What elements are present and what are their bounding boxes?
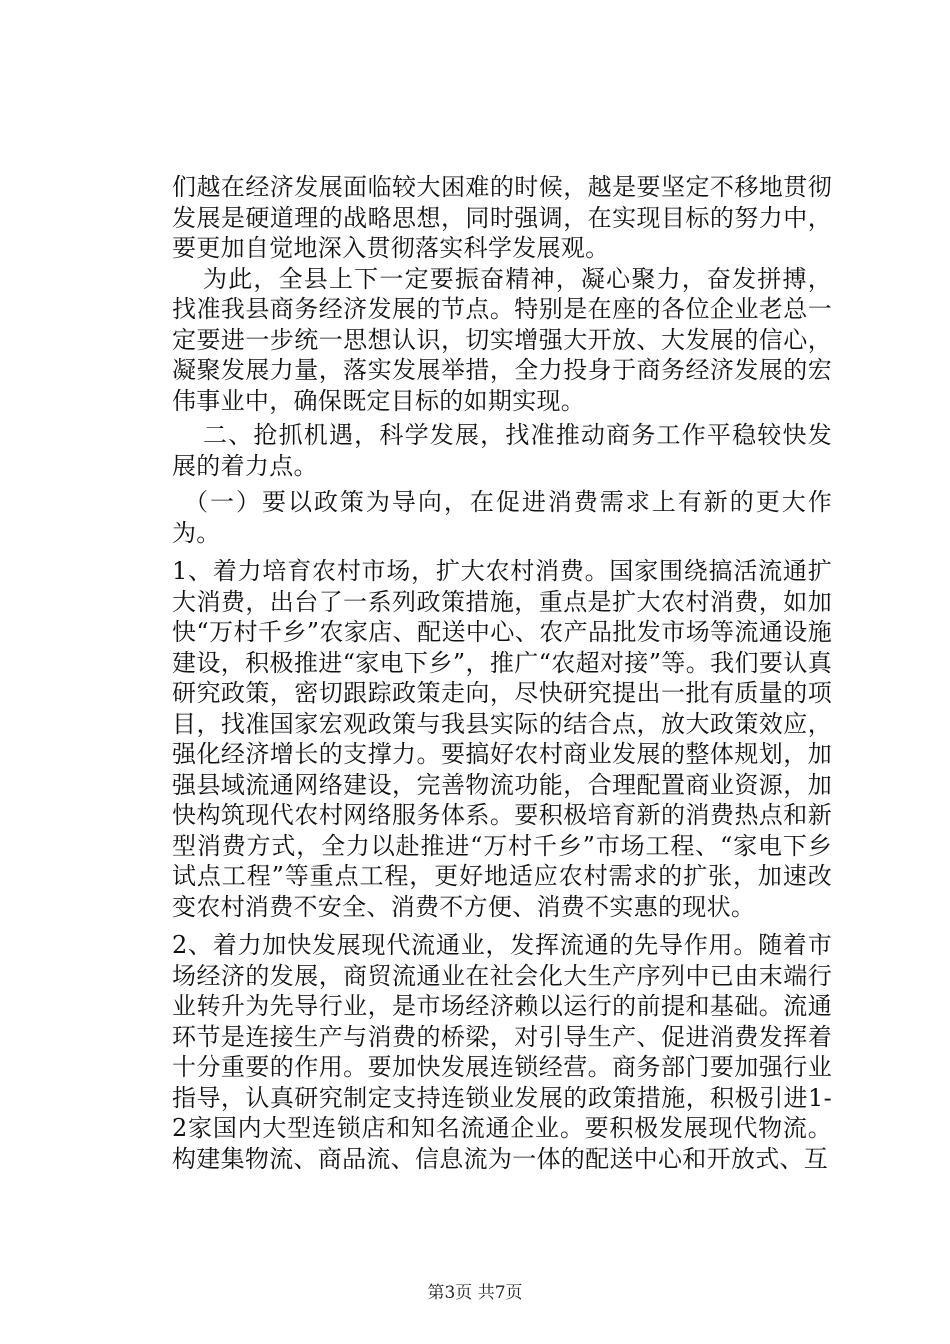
subsection-heading-1: （一）要以政策为导向，在促进消费需求上有新的更大作为。 bbox=[172, 488, 832, 547]
paragraph-item-1: 1、着力培育农村市场，扩大农村消费。国家围绕搞活流通扩大消费，出台了一系列政策措施，重点是扩大农村消费，如加快“万村千乡”农家店、配送中心、农产品批发市场等流通设施建设，积极推进“家电下乡”，推广“农超对接”等。我们要认真研究政策，密切跟踪政策走向，尽快研究提出一批有质量的项目，找准国家宏观政策与我县实际的结合点，放大政策效应，强化经济增长的支撑力。要搞好农村商业发展的整体规划，加强县域流通网络建设，完善物流功能，合理配置商业资源，加快构筑现代农村网络服务体系。要积极培育新的消费热点和新型消费方式，全力以赴推进“万村千乡”市场工程、“家电下乡试点工程”等重点工程，更好地适应农村需求的扩张，加速改变农村消费不安全、消费不方便、消费不实惠的现状。 bbox=[172, 557, 832, 921]
paragraph-item-2: 2、着力加快发展现代流通业，发挥流通的先导作用。随着市场经济的发展，商贸流通业在社会化大生产序列中已由末端行业转升为先导行业，是市场经济赖以运行的前提和基础。流通环节是连接生产与消费的桥梁，对引导生产、促进消费发挥着十分重要的作用。要加快发展连锁经营。商务部门要加强行业指导，认真研究制定支持连锁业发展的政策措施，积极引进1-2家国内大型连锁店和知名流通企业。要积极发展现代物流。构建集物流、商品流、信息流为一体的配送中心和开放式、互 bbox=[172, 931, 832, 1173]
document-body bbox=[172, 172, 832, 1174]
paragraph-1: 们越在经济发展面临较大困难的时候，越是要坚定不移地贯彻发展是硬道理的战略思想，同时强调，在实现目标的努力中，要更加自觉地深入贯彻落实科学发展观。 bbox=[172, 173, 832, 262]
page-footer: 第3页 共7页 bbox=[427, 1283, 523, 1303]
paragraph-2: 为此，全县上下一定要振奋精神，凝心聚力，奋发拼搏，找准我县商务经济发展的节点。特别是在座的各位企业老总一定要进一步统一思想认识，切实增强大开放、大发展的信心，凝聚发展力量，落实发展举措，全力投身于商务经济发展的宏伟事业中，确保既定目标的如期实现。 bbox=[172, 264, 832, 415]
section-heading-2: 二、抢抓机遇，科学发展，找准推动商务工作平稳较快发展的着力点。 bbox=[172, 421, 832, 480]
